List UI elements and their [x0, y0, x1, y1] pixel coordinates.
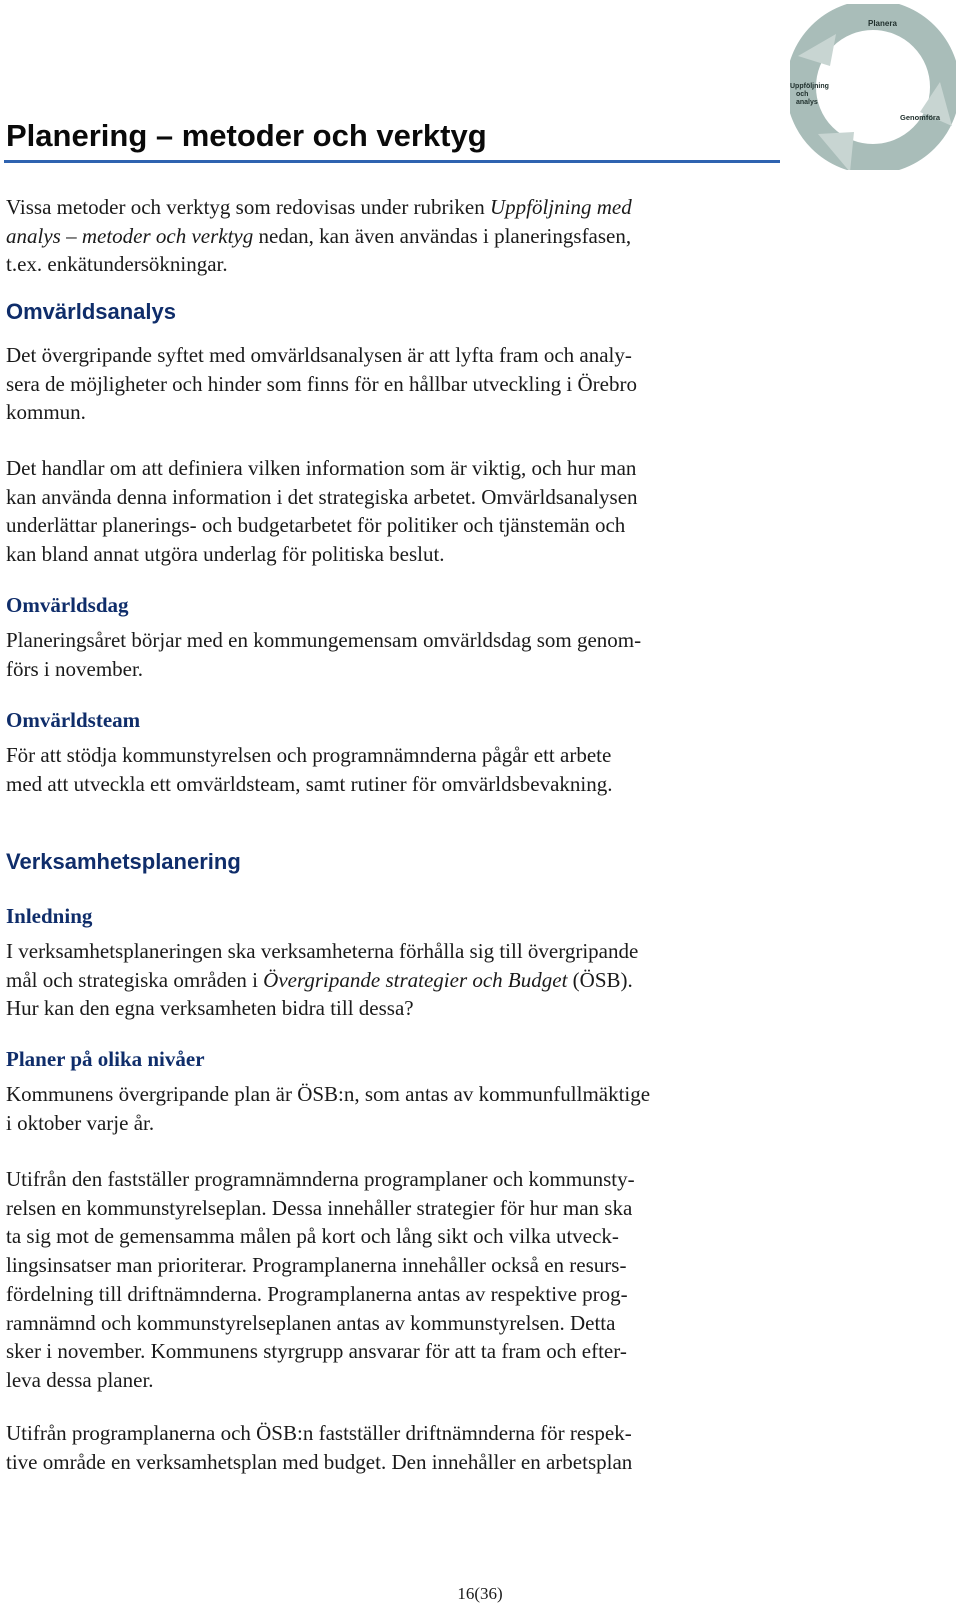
text-line: ta sig mot de gemensamma målen på kort och lång sikt och vilka utveck- [6, 1224, 619, 1249]
text-line: Kommunens övergripande plan är ÖSB:n, som antas av kommunfullmäktige [6, 1082, 651, 1106]
page-number: 16(36) [457, 1584, 503, 1603]
text-line: Planeringsåret börjar med en kommungemensam omvärldsdag som genom- [6, 628, 642, 652]
inledning-paragraph [6, 937, 776, 1023]
intro-line-1 [6, 193, 776, 222]
omvarldsanalys-paragraph-2 [6, 454, 776, 569]
text-line: I verksamhetsplaneringen ska verksamheterna förhålla sig till övergripande [6, 939, 639, 963]
omvarldsanalys-paragraph-1 [6, 341, 776, 427]
cycle-label-uppfoljning: Uppföljning [790, 83, 829, 90]
inledning-text: (ÖSB). [567, 967, 633, 992]
text-line: kan bland annat utgöra underlag för politiska beslut. [6, 542, 445, 567]
text-line: Hur kan den egna verksamheten bidra till dessa? [6, 996, 414, 1021]
omvarldsteam-paragraph [6, 741, 776, 798]
omvarldsdag-paragraph [6, 626, 776, 683]
cycle-label-analys: analys [796, 99, 818, 106]
text-line: Det övergripande syftet med omvärldsanalysen är att lyfta fram och analy- [6, 343, 632, 367]
text-line: sera de möjligheter och hinder som finns för en hållbar utveckling i Örebro [6, 371, 637, 396]
text-line: sker i november. Kommunens styrgrupp ansvarar för att ta fram och efter- [6, 1339, 627, 1364]
cycle-label-planera: Planera [868, 19, 897, 28]
title-underline [4, 160, 780, 163]
text-line: förs i november. [6, 656, 144, 681]
intro-line-3: t.ex. enkätundersökningar. [6, 252, 228, 277]
text-line: För att stödja kommunstyrelsen och programnämnderna pågår ett arbete [6, 743, 612, 767]
inledning-italic-ref: Övergripande strategier och Budget [263, 967, 568, 992]
heading-verksamhetsplanering: Verksamhetsplanering [6, 849, 241, 874]
planer-paragraph-1 [6, 1080, 776, 1137]
text-line: fördelning till driftnämnderna. Programplanerna antas av respektive prog- [6, 1281, 628, 1306]
text-line: ramnämnd och kommunstyrelseplanen antas av kommunstyrelsen. Detta [6, 1310, 616, 1335]
intro-paragraph [6, 193, 776, 279]
text-line: leva dessa planer. [6, 1367, 154, 1392]
text-line: tive område en verksamhetsplan med budget. Den innehåller en arbetsplan [6, 1449, 633, 1474]
heading-planer-pa-olika-nivaer: Planer på olika nivåer [6, 1047, 205, 1071]
heading-inledning: Inledning [6, 904, 93, 928]
text-line: Det handlar om att definiera vilken information som är viktig, och hur man [6, 456, 637, 480]
planer-paragraph-3 [6, 1419, 776, 1476]
text-line: underlättar planerings- och budgetarbetet för politiker och tjänstemän och [6, 513, 626, 538]
text-line: Utifrån den fastställer programnämnderna programplaner och kommunsty- [6, 1167, 635, 1191]
cycle-label-genomfora: Genomföra [900, 113, 941, 122]
inledning-text: mål och strategiska områden i [6, 967, 264, 992]
planer-paragraph-2 [6, 1165, 776, 1395]
intro-line-2 [6, 222, 776, 251]
text-line: med att utveckla ett omvärldsteam, samt rutiner för omvärldsbevakning. [6, 771, 613, 796]
text-line: lingsinsatser man prioriterar. Programplanerna innehåller också en resurs- [6, 1253, 627, 1278]
text-line [6, 966, 776, 995]
intro-italic-ref: Uppföljning med [489, 195, 632, 219]
planning-cycle-logo [790, 4, 956, 170]
page-title: Planering – metoder och verktyg [6, 118, 487, 153]
text-line: relsen en kommunstyrelseplan. Dessa innehåller strategier för hur man ska [6, 1195, 633, 1220]
heading-omvarldsdag: Omvärldsdag [6, 593, 129, 617]
text-line: kan använda denna information i det strategiska arbetet. Omvärldsanalysen [6, 484, 638, 509]
heading-omvarldsanalys: Omvärldsanalys [6, 299, 176, 324]
cycle-label-och: och [796, 91, 809, 98]
intro-text: Vissa metoder och verktyg som redovisas under rubriken [6, 195, 490, 219]
heading-omvarldsteam: Omvärldsteam [6, 708, 141, 732]
text-line: kommun. [6, 400, 86, 425]
text-line: i oktober varje år. [6, 1110, 155, 1135]
intro-text: nedan, kan även användas i planeringsfasen, [253, 223, 632, 248]
text-line: Utifrån programplanerna och ÖSB:n fastställer driftnämnderna för respek- [6, 1421, 632, 1445]
intro-italic-ref: analys – metoder och verktyg [6, 223, 254, 248]
